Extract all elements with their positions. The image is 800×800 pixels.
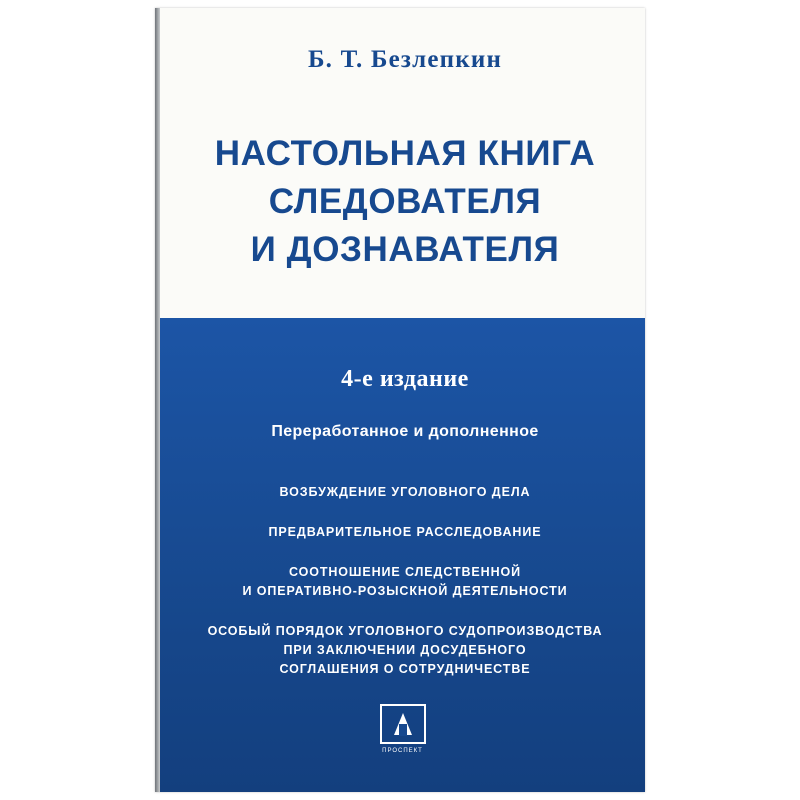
prospekt-logo-icon: [380, 704, 426, 744]
cover-upper-panel: [160, 8, 645, 318]
author-name: Б. Т. Безлепкин: [307, 46, 503, 73]
topic-item: [165, 622, 645, 679]
topic-item: [165, 523, 645, 542]
topic-item: [165, 483, 645, 502]
title-line-3: И ДОЗНАВАТЕЛЯ: [250, 230, 560, 269]
edition-label: 4-е издание: [341, 366, 469, 392]
publisher-name: ПРОСПЕКТ: [382, 748, 423, 754]
publisher-logo: [371, 704, 435, 754]
topic-line: СОГЛАШЕНИЯ О СОТРУДНИЧЕСТВЕ: [279, 662, 531, 676]
topics-list: [165, 483, 645, 700]
topic-line: ПРЕДВАРИТЕЛЬНОЕ РАССЛЕДОВАНИЕ: [268, 525, 542, 539]
title-line-1: НАСТОЛЬНАЯ КНИГА: [214, 134, 596, 173]
title-line-2: СЛЕДОВАТЕЛЯ: [268, 182, 542, 221]
book-title: [165, 130, 645, 274]
topic-line: ОСОБЫЙ ПОРЯДОК УГОЛОВНОГО СУДОПРОИЗВОДСТВА: [207, 624, 603, 638]
cover-lower-panel: [160, 318, 645, 792]
topic-line: СООТНОШЕНИЕ СЛЕДСТВЕННОЙ: [288, 565, 522, 579]
edition-note: Переработанное и дополненное: [271, 423, 539, 440]
book-cover: [155, 8, 645, 792]
topic-item: [165, 563, 645, 601]
topic-line: ПРИ ЗАКЛЮЧЕНИИ ДОСУДЕБНОГО: [283, 643, 527, 657]
topic-line: И ОПЕРАТИВНО-РОЗЫСКНОЙ ДЕЯТЕЛЬНОСТИ: [242, 584, 568, 598]
topic-line: ВОЗБУЖДЕНИЕ УГОЛОВНОГО ДЕЛА: [279, 485, 531, 499]
